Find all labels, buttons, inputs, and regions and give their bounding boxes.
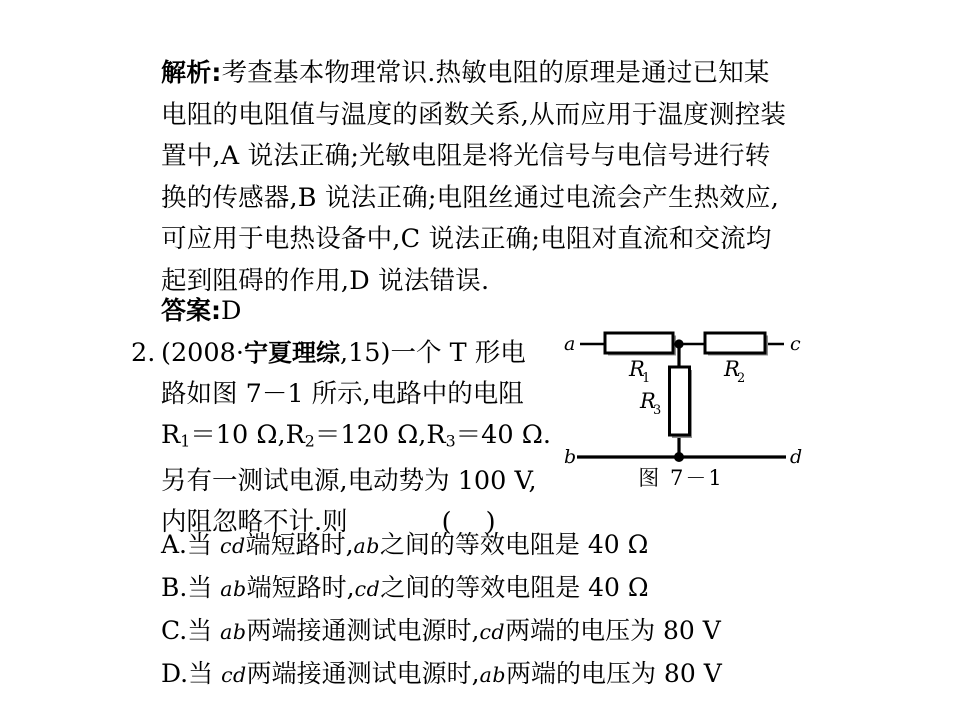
question-line-3-resistances (161, 415, 551, 461)
option-b-seg2: 端短路时, (246, 573, 355, 602)
analysis-text-1: 考查基本物理常识.热敏电阻的原理是通过已知某 (221, 58, 770, 88)
paren-close: ) (485, 507, 530, 538)
question-source-tail: ,15) (339, 338, 391, 368)
figure-caption: 图 7－1 (638, 466, 724, 490)
option-d-var2: ab (479, 663, 506, 687)
svg-text:R: R (724, 357, 740, 381)
svg-text:2: 2 (737, 371, 746, 386)
r1-symbol: $R_1$ (161, 420, 191, 451)
option-a-seg2: 端短路时, (245, 530, 354, 559)
analysis-line-2: 电阻的电阻值与温度的函数关系,从而应用于温度测控装 (161, 99, 787, 130)
option-a (161, 524, 821, 567)
option-c-var1: ab (220, 620, 247, 644)
option-c (161, 610, 821, 653)
r3-symbol: $R_3$ (426, 420, 456, 451)
option-c-var2: cd (479, 620, 506, 644)
r2-value: ＝120 Ω, (314, 420, 427, 450)
option-a-seg1: 当 (187, 530, 220, 559)
option-d-tag: D. (161, 659, 189, 688)
option-b-seg1: 当 (187, 573, 221, 602)
resistor-r1-body (605, 333, 676, 356)
answer-colon: : (211, 296, 222, 325)
question-source-name: 宁夏理综 (243, 339, 340, 367)
option-a-var1: cd (219, 534, 246, 558)
analysis-line-4: 换的传感器,B 说法正确;电阻丝通过电流会产生热效应, (161, 182, 780, 213)
r3-value: ＝40 Ω. (455, 420, 551, 450)
svg-text:R: R (629, 357, 645, 381)
terminal-label-a: a (564, 333, 576, 355)
analysis-line-6: 起到阻碍的作用,D 说法错误. (161, 265, 490, 296)
resistor-label-r3 (639, 389, 661, 418)
option-b-var2: cd (354, 577, 381, 601)
analysis-line-1 (161, 52, 801, 95)
options-list (161, 524, 821, 696)
terminal-label-b: b (564, 446, 577, 468)
terminal-label-c: c (790, 333, 801, 355)
question-line-4: 另有一测试电源,电动势为 100 V, (161, 466, 537, 497)
option-a-var2: ab (353, 534, 380, 558)
option-a-seg3: 之间的等效电阻是 40 Ω (379, 530, 649, 559)
answer-value: D (221, 296, 242, 326)
analysis-block (161, 52, 801, 302)
option-d-var1: cd (221, 663, 247, 687)
r1-value: ＝10 Ω, (190, 420, 286, 450)
option-b-var1: ab (220, 577, 247, 601)
question-line-2: 路如图 7－1 所示,电路中的电阻 (161, 379, 524, 409)
option-c-seg3: 两端的电压为 80 V (505, 616, 721, 645)
svg-text:R: R (640, 389, 656, 413)
junction-node-top (674, 339, 683, 348)
option-d-seg1: 当 (188, 659, 222, 688)
resistor-r3-body (670, 367, 693, 438)
resistor-label-r1 (628, 357, 650, 386)
option-c-tag: C. (161, 616, 188, 645)
option-d-seg2: 两端接通测试电源时, (246, 659, 480, 688)
option-c-seg2: 两端接通测试电源时, (246, 616, 480, 645)
terminal-label-d: d (790, 446, 803, 468)
resistor-r2-body (705, 333, 768, 356)
junction-node-bottom (674, 452, 684, 462)
analysis-line-3: 置中,A 说法正确;光敏电阻是将光信号与电信号进行转 (161, 141, 771, 171)
svg-text:3: 3 (653, 403, 662, 418)
analysis-colon: : (211, 58, 222, 87)
option-d-seg3: 两端的电压为 80 V (505, 659, 722, 688)
option-a-tag: A. (161, 530, 188, 559)
question-line-1 (161, 333, 551, 374)
option-d (161, 653, 821, 696)
svg-text:1: 1 (642, 371, 651, 386)
option-c-seg1: 当 (187, 616, 221, 645)
paren-open: ( (441, 507, 486, 538)
analysis-line-5: 可应用于电热设备中,C 说法正确;电阻对直流和交流均 (161, 224, 772, 254)
option-b-tag: B. (161, 573, 188, 602)
question-number: 2. (131, 338, 156, 368)
analysis-label: 解析 (161, 58, 212, 87)
option-b-seg3: 之间的等效电阻是 40 Ω (380, 573, 649, 602)
question-line-5-text: 内阻忽略不计.则 (161, 507, 348, 538)
r2-symbol: $R_2$ (285, 420, 315, 451)
answer-line (161, 293, 241, 329)
question-body (161, 333, 551, 543)
resistor-label-r2 (723, 357, 745, 386)
question-line-1-tail: 一个 T 形电 (390, 338, 526, 368)
option-b (161, 567, 821, 610)
answer-label: 答案 (161, 296, 212, 325)
question-source-open: (2008· (161, 338, 244, 368)
